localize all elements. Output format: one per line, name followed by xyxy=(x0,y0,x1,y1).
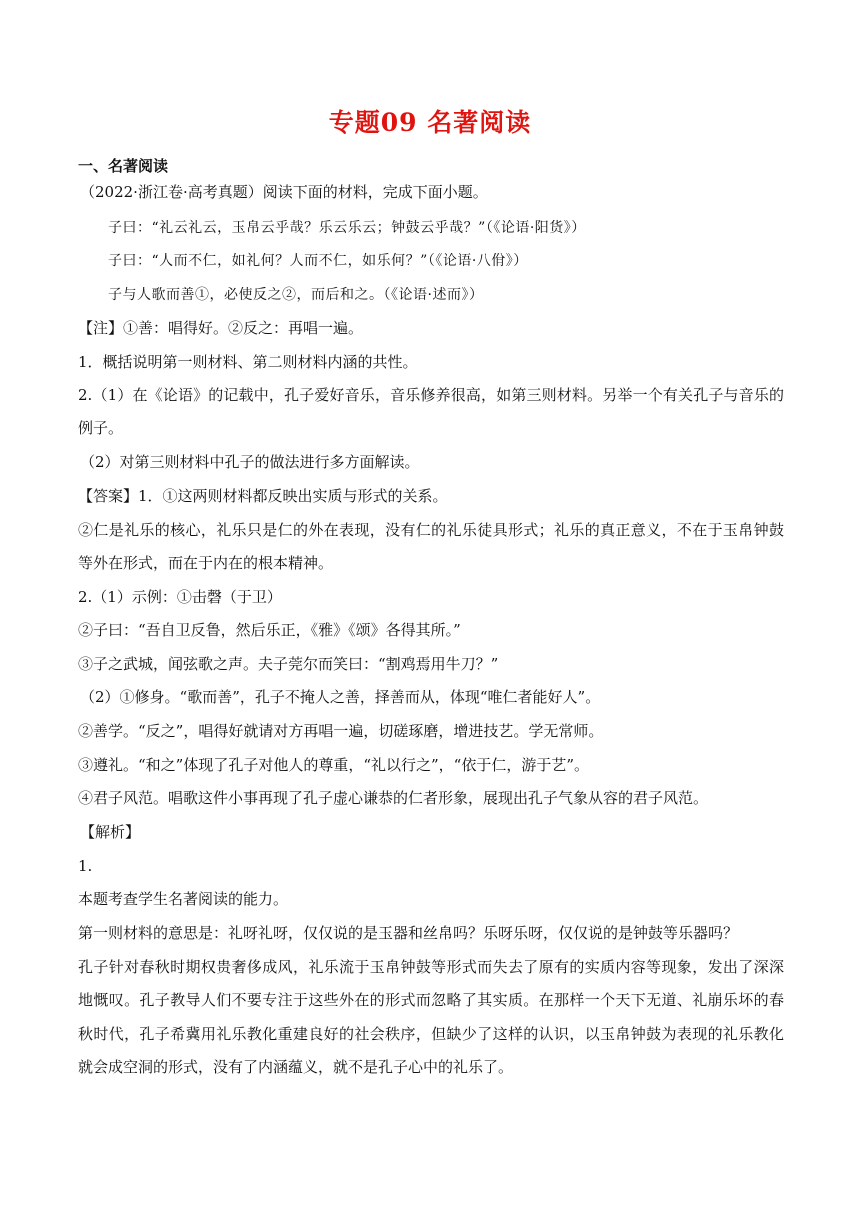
answer-2-1-example-3: ③子之武城，闻弦歌之声。夫子莞尔而笑曰：“割鸡焉用牛刀？” xyxy=(78,655,499,673)
source-line: （2022·浙江卷·高考真题）阅读下面的材料，完成下面小题。 xyxy=(80,183,488,201)
answer-1-point-2: ②仁是礼乐的核心，礼乐只是仁的外在表现，没有仁的礼乐徒具形式；礼乐的真正意义，不在于玉帛钟鼓 xyxy=(78,521,784,539)
answer-2-2-point-3: ③遵礼。“和之”体现了孔子对他人的尊重，“礼以行之”，“依于仁，游于艺”。 xyxy=(78,756,590,774)
analysis-paragraph-3-line-1: 孔子针对春秋时期权贵奢侈成风，礼乐流于玉帛钟鼓等形式而失去了原有的实质内容等现象，发出了深深 xyxy=(78,958,784,976)
question-2-1: 2.（1）在《论语》的记载中，孔子爱好音乐，音乐修养很高，如第三则材料。另举一个有关孔子与音乐的 xyxy=(78,386,784,404)
question-2-2: （2）对第三则材料中孔子的做法进行多方面解读。 xyxy=(80,453,420,471)
passage-3: 子与人歌而善①，必使反之②，而后和之。（《论语·述而》） xyxy=(108,287,484,303)
answer-1-point-2-cont: 等外在形式，而在于内在的根本精神。 xyxy=(78,554,334,572)
page-title: 专题09 名著阅读 xyxy=(328,108,532,137)
answer-2-2-point-4: ④君子风范。唱歌这件小事再现了孔子虚心谦恭的仁者形象，展现出孔子气象从容的君子风范。 xyxy=(78,789,709,807)
analysis-paragraph-3-line-2: 地慨叹。孔子教导人们不要专注于这些外在的形式而忽略了其实质。在那样一个天下无道、礼崩乐坏的春 xyxy=(78,991,784,1009)
section-heading: 一、名著阅读 xyxy=(78,157,169,175)
question-1: 1．概括说明第一则材料、第二则材料内涵的共性。 xyxy=(78,353,418,371)
analysis-paragraph-1: 本题考查学生名著阅读的能力。 xyxy=(78,890,289,908)
answer-2-1-example-2: ②子曰：“吾自卫反鲁，然后乐正，《雅》《颂》各得其所。” xyxy=(78,621,461,639)
analysis-paragraph-3-line-3: 秋时代，孔子希冀用礼乐教化重建良好的社会秩序，但缺少了这样的认识，以玉帛钟鼓为表现的礼乐教化 xyxy=(78,1025,784,1043)
analysis-label: 【解析】 xyxy=(80,823,141,841)
note: 【注】①善：唱得好。②反之：再唱一遍。 xyxy=(78,319,364,337)
answer-1: 【答案】1．①这两则材料都反映出实质与形式的关系。 xyxy=(78,487,448,505)
analysis-number: 1. xyxy=(78,857,93,875)
passage-1: 子曰：“礼云礼云，玉帛云乎哉？乐云乐云；钟鼓云乎哉？”（《论语·阳货》） xyxy=(108,220,586,236)
analysis-paragraph-3-line-4: 就会成空洞的形式，没有了内涵蕴义，就不是孔子心中的礼乐了。 xyxy=(78,1058,514,1076)
question-2-1-cont: 例子。 xyxy=(78,419,124,437)
answer-2-1: 2.（1）示例：①击磬（于卫） xyxy=(78,588,282,606)
answer-2-2-point-1: （2）①修身。“歌而善”，孔子不掩人之善，择善而从，体现“唯仁者能好人”。 xyxy=(80,688,601,706)
answer-2-2-point-2: ②善学。“反之”，唱得好就请对方再唱一遍，切磋琢磨，增进技艺。学无常师。 xyxy=(78,722,604,740)
passage-2: 子曰：“人而不仁，如礼何？人而不仁，如乐何？”（《论语·八佾》） xyxy=(108,253,528,269)
analysis-paragraph-2: 第一则材料的意思是：礼呀礼呀，仅仅说的是玉器和丝帛吗？乐呀乐呀，仅仅说的是钟鼓等乐器吗？ xyxy=(78,924,739,942)
